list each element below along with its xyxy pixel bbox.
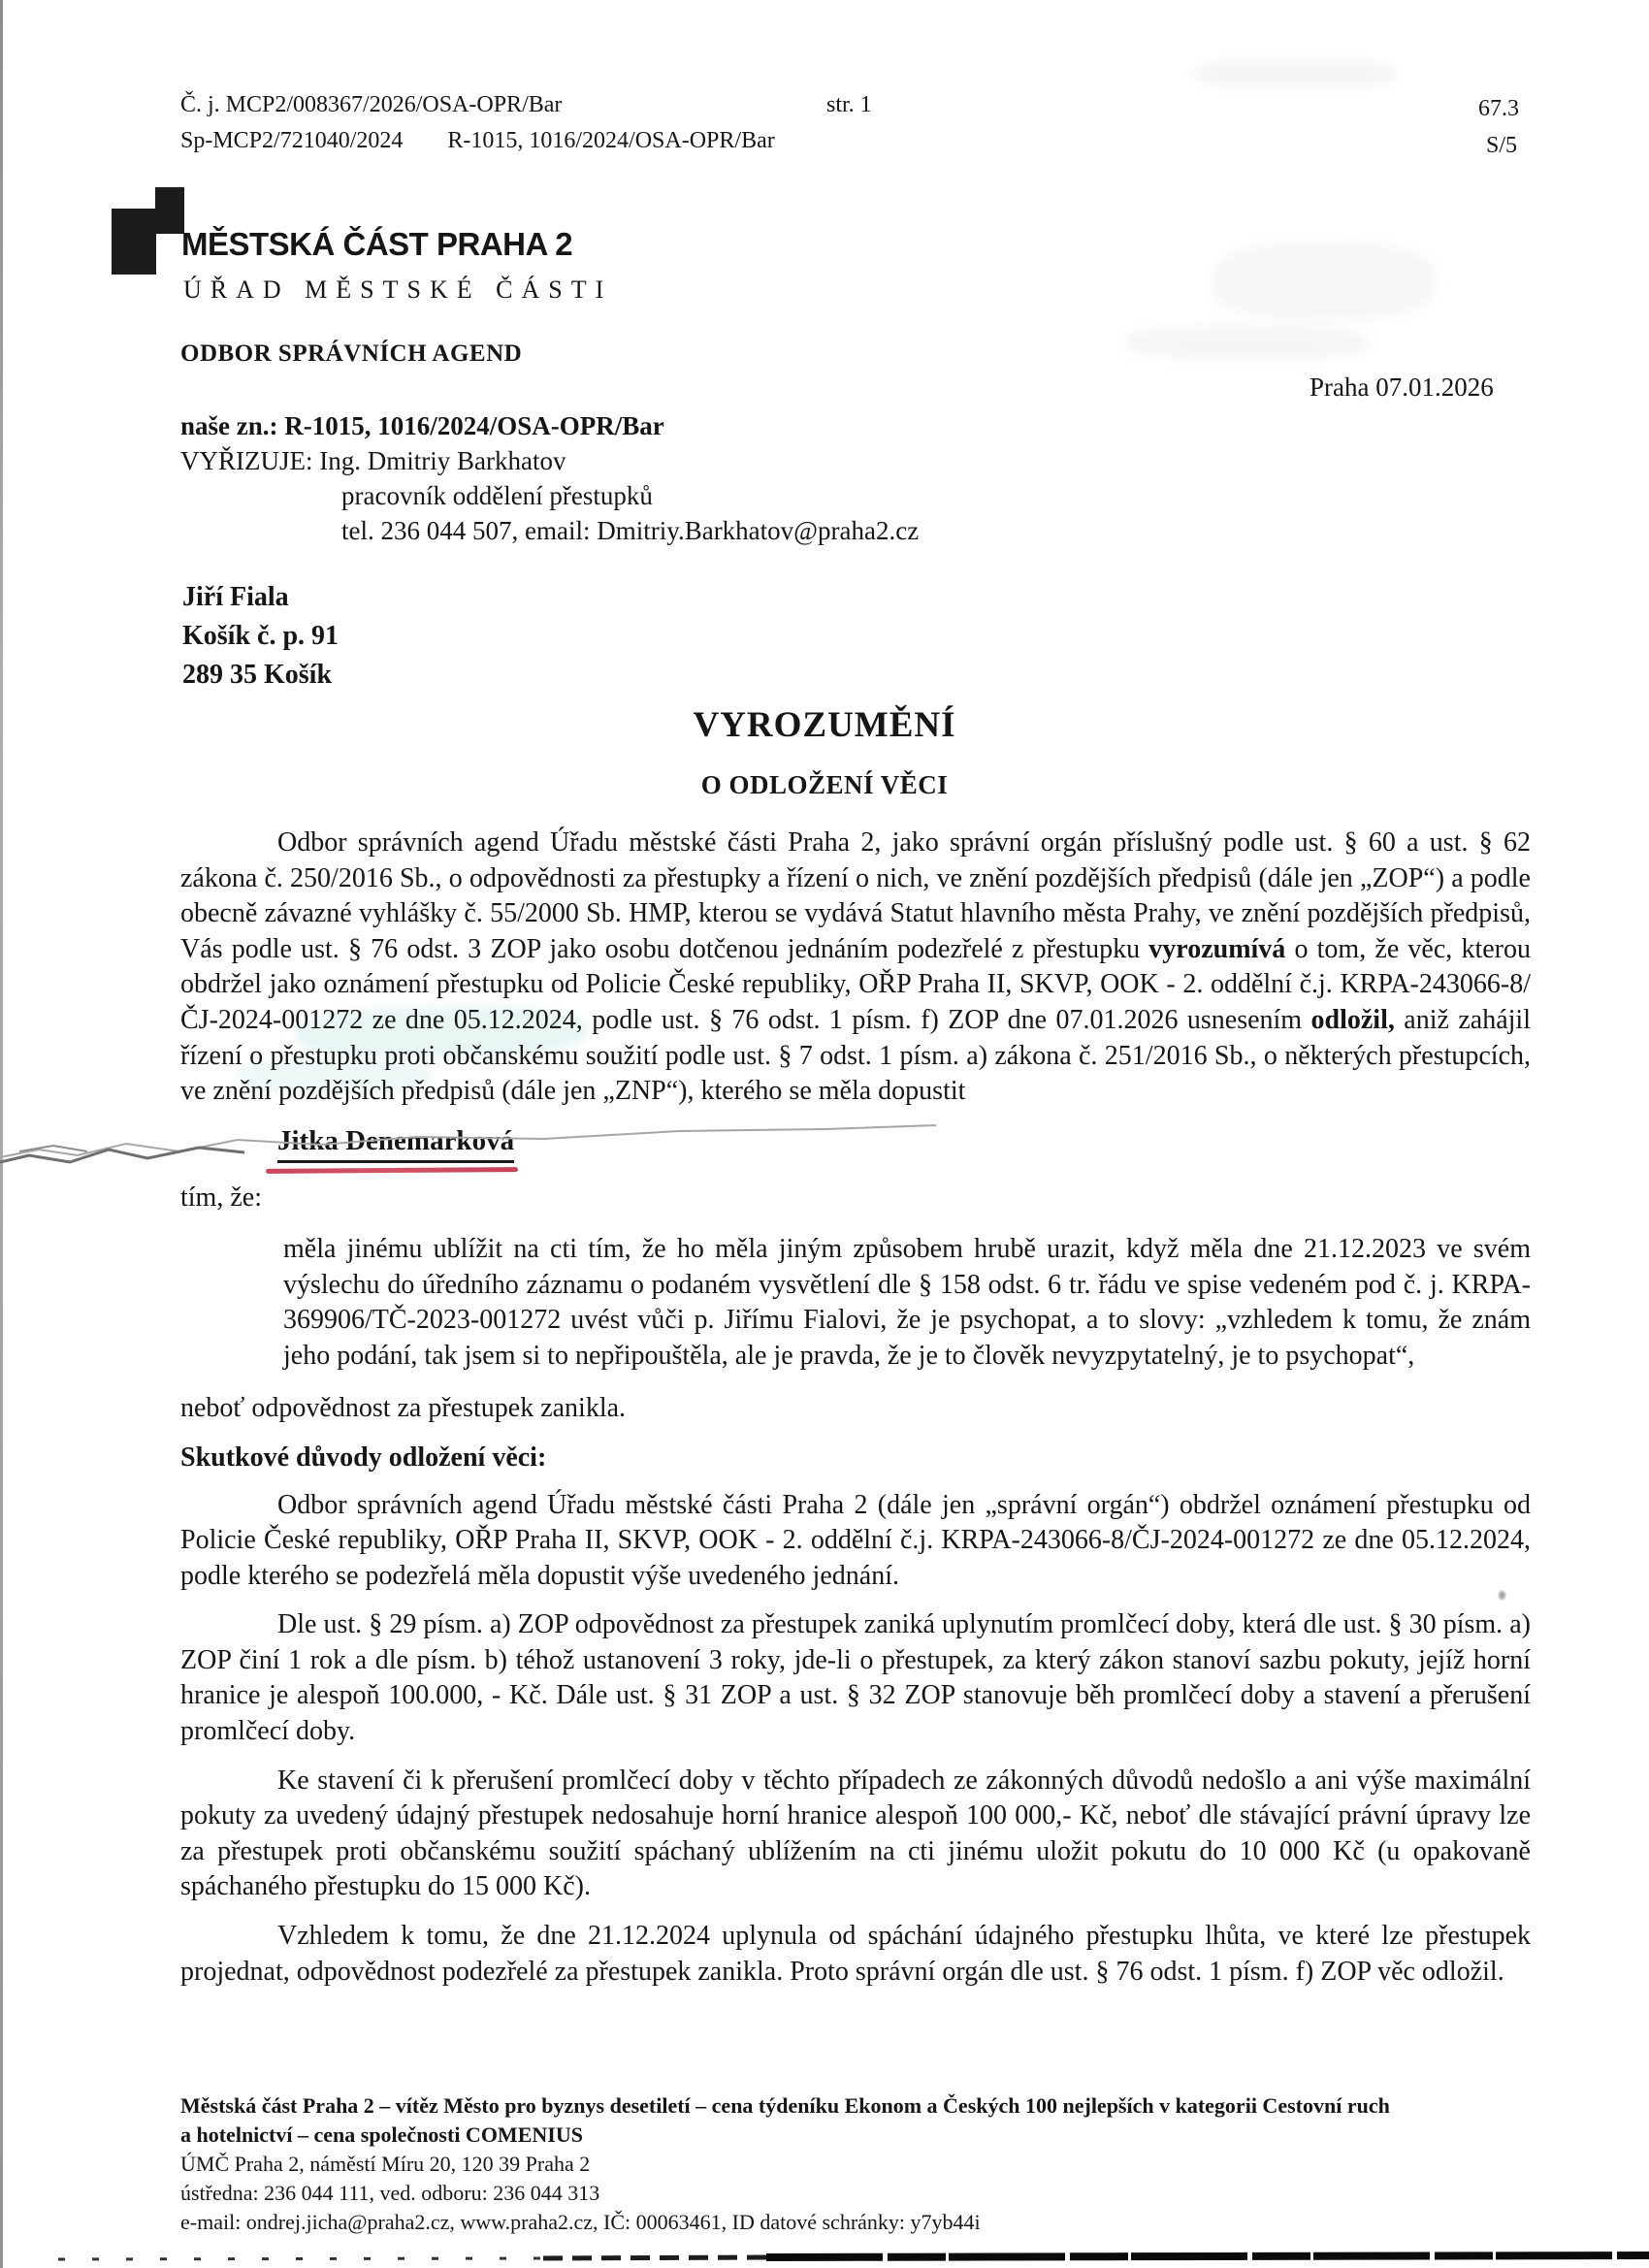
organization-name: MĚSTSKÁ ČÁST PRAHA 2 — [181, 226, 573, 262]
officer-position: pracovník oddělení přestupků — [341, 481, 653, 510]
addressee-block — [182, 578, 339, 695]
place-and-date: Praha 07.01.2026 — [1310, 373, 1494, 402]
letter-footer — [180, 2091, 1538, 2237]
document-subtitle: O ODLOŽENÍ VĚCI — [700, 770, 949, 799]
sp-reference: R-1015, 1016/2024/OSA-OPR/Bar — [447, 128, 775, 153]
scan-bleedthrough-smudge — [1193, 60, 1397, 87]
sp-number: Sp-MCP2/721040/2024 — [180, 128, 404, 153]
paper-crease-artifact — [0, 1101, 989, 1179]
footer-email: e-mail: ondrej.jicha@praha2.cz, www.praha2.cz, IČ: 00063461, ID datové schránky: y7yb44i — [180, 2210, 981, 2234]
officer-contact: tel. 236 044 507, email: Dmitriy.Barkhatov@praha2.cz — [341, 516, 920, 545]
footer-address: ÚMČ Praha 2, náměstí Míru 20, 120 39 Praha 2 — [180, 2152, 591, 2176]
scan-bleedthrough-smudge — [1212, 243, 1436, 320]
footer-award-line-2: a hotelnictví – cena společnosti COMENIUS — [180, 2122, 583, 2147]
logo-square-large — [112, 209, 156, 275]
our-reference: naše zn.: R-1015, 1016/2024/OSA-OPR/Bar — [180, 411, 664, 440]
footer-award-line-1: Městská část Praha 2 – vítěz Město pro byznys desetiletí – cena týdeníku Ekonom a Českých 100 nejlepších v kategorii Cestovní ruch — [180, 2093, 1390, 2118]
intro-paragraph: Odbor správních agend Úřadu městské části Praha 2, jako správní orgán příslušný podle ust. § 60 a ust. § 62 zákona č. 250/2016 Sb., o odpovědnosti za přestupky a řízení o nich, ve znění pozdějších předpisů (dále jen „ZOP“) a podle obecně závazné vyhlášky č. 55/2000 Sb. HMP, kterou se vydává Statut hlavního města Prahy, ve znění pozdějších předpisů, Vás podle ust. § 76 odst. 3 ZOP jako osobu dotčenou jednáním podezřelé z přestupku vyrozumívá o tom, že věc, kterou obdržel jako oznámení přestupku od Policie České republiky, OŘP Praha II, SKVP, OOK - 2. oddělní č.j. KRPA-243066-8/ČJ-2024-001272 ze dne 05.12.2024, podle ust. § 76 odst. 1 písm. f) ZOP dne 07.01.2026 usnesením odložil, aniž zahájil řízení o přestupku proti občanskému soužití podle ust. § 7 odst. 1 písm. a) zákona č. 251/2016 Sb., o některých přestupcích, ve znění pozdějších předpisů (dále jen „ZNP“), kterého se měla dopustit — [180, 827, 1531, 1107]
reasons-paragraph-2: Dle ust. § 29 písm. a) ZOP odpovědnost za přestupek zaniká uplynutím promlčecí doby, která dle ust. § 30 písm. a) ZOP činí 1 rok a dle písm. b) téhož ustanovení 3 roky, jde-li o přestupek, za který zákon stanoví sazbu pokuty, jejíž horní hranice je alespoň 100.000, - Kč. Dále ust. § 31 ZOP a ust. § 32 ZOP stanovuje běh promlčecí doby a stavení a přerušení promlčecí doby. — [180, 1609, 1531, 1747]
suspect-name: Jitka Denemarková — [277, 1123, 514, 1164]
reasons-paragraph-1: Odbor správních agend Úřadu městské části Praha 2 (dále jen „správní orgán“) obdržel oznámení přestupku od Policie České republiky, OŘP Praha II, SKVP, OOK - 2. oddělní č.j. KRPA-243066-8/ČJ-2024-001272 ze dne 05.12.2024, podle kterého se podezřelá měla dopustit výše uvedeného jednání. — [180, 1489, 1531, 1591]
reasons-paragraph-4: Vzhledem k tomu, že dne 21.12.2024 uplynula od spáchání údajného přestupku lhůta, ve které lze přestupek projednat, odpovědnost podezřelé za přestupek zanikla. Proto správní orgán dle ust. § 76 odst. 1 písm. f) ZOP věc odložil. — [180, 1921, 1531, 1987]
scan-bleedthrough-smudge — [1125, 326, 1368, 359]
document-body — [180, 826, 1531, 1990]
offense-description-paragraph: měla jinému ublížit na cti tím, že ho měla jiným způsobem hrubě urazit, když měla dne 21.12.2023 ve svém výslechu do úředního záznamu o podaném vysvětlení dle § 158 odst. 6 tr. řádu ve spise vedeném pod č. j. KRPA-369906/TČ-2023-001272 uvést vůči p. Jiřímu Fialovi, že je psychopat, a to slovy: „vzhledem k tomu, že znám jeho podání, tak jsem si to nepřipouštěla, ale je pravda, že je to člověk nevyzpytatelný, je to psychopat“, — [283, 1233, 1531, 1371]
addressee-street: Košík č. p. 91 — [182, 621, 340, 651]
page-indicator: str. 1 — [826, 92, 872, 117]
reasons-paragraph-3: Ke stavení či k přerušení promlčecí doby v těchto případech ze zákonných důvodů nedošlo a ani výše maximální pokuty za uvedený údajný přestupek nedosahuje horní hranice alespoň 100 000,- Kč, neboť dle stávající právní úpravy lze za přestupek proti občanskému soužití spáchaný ublížením na cti jinému uložit pokutu do 10 000 Kč (u opakovaně spáchaného přestupku do 15 000 Kč). — [180, 1765, 1531, 1902]
footer-phones: ústředna: 236 044 111, ved. odboru: 236 044 313 — [180, 2181, 600, 2205]
file-reference-row — [180, 127, 775, 154]
logo-square-small — [155, 187, 184, 234]
tim-ze-label: tím, že: — [180, 1183, 262, 1214]
praha2-logo — [112, 187, 189, 275]
liability-extinguished-line: neboť odpovědnost za přestupek zanikla. — [180, 1393, 627, 1424]
handled-by: VYŘIZUJE: Ing. Dmitriy Barkhatov — [180, 446, 566, 475]
document-title: VYROZUMĚNÍ — [693, 705, 956, 745]
reference-block — [180, 408, 919, 548]
document-number: Č. j. MCP2/008367/2026/OSA-OPR/Bar — [180, 92, 563, 117]
addressee-city: 289 35 Košík — [182, 660, 333, 690]
addressee-name: Jiří Fiala — [182, 582, 289, 612]
organization-subtitle: ÚŘAD MĚSTSKÉ ČÁSTI — [183, 275, 613, 304]
corner-code-top: 67.3 — [1478, 96, 1519, 121]
scan-bottom-band-artifact — [0, 2243, 1649, 2268]
department-name: ODBOR SPRÁVNÍCH AGEND — [180, 340, 523, 367]
corner-code-bottom: S/5 — [1486, 133, 1518, 158]
reasons-heading: Skutkové důvody odložení věci: — [180, 1442, 547, 1473]
